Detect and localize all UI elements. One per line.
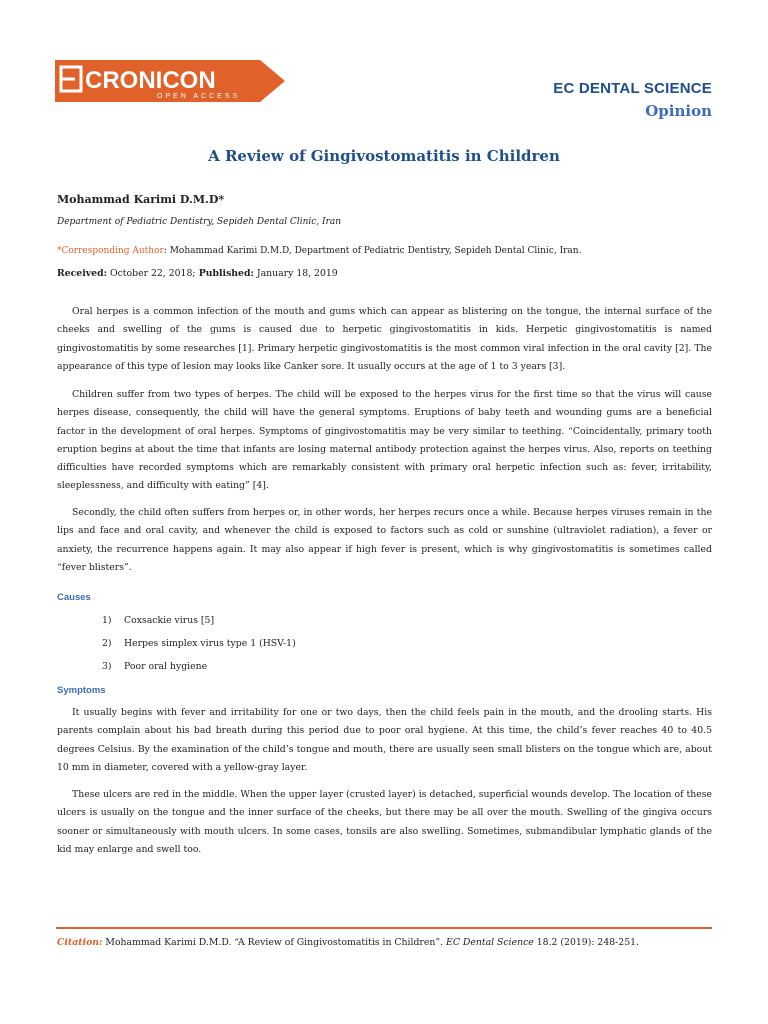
- corresponding-label: *Corresponding Author: [57, 246, 164, 256]
- list-item: [102, 635, 296, 658]
- citation-tail: 18.2 (2019): 248-251.: [533, 937, 639, 948]
- causes-heading: Causes: [57, 592, 91, 603]
- cronicon-logo: [55, 60, 285, 102]
- symptoms-heading: Symptoms: [57, 685, 106, 696]
- paragraph-text: These ulcers are red in the middle. When the upper layer (crusted layer) is detached, superficial wounds develop. The location of these ulcers is usually on the tongue and the inner surface of the cheeks, but there may be all over the mouth. Swelling of the gingiva occurs sooner or simultaneously with mouth ulcers. In some cases, tonsils are also swelling. Sometimes, submandibular lymphatic glands of the kid may enlarge and swell too.: [57, 789, 712, 855]
- paragraph-3: [57, 504, 712, 577]
- footer-divider: [56, 927, 712, 929]
- list-text: Herpes simplex virus type 1 (HSV-1): [124, 638, 296, 649]
- paragraph-text: It usually begins with fever and irritability for one or two days, then the child feels pain in the mouth, and the drooling starts. His parents complain about his bad breath during this period due to poor oral hygiene. At this time, the child’s fever reaches 40 to 40.5 degrees Celsius. By the examination of the child’s tongue and mouth, there are usually seen small blisters on the tongue which are, about 10 mm in diameter, covered with a yellow-gray layer.: [57, 707, 712, 773]
- published-date: January 18, 2019: [253, 268, 338, 279]
- citation: [57, 937, 639, 948]
- corresponding-text: : Mohammad Karimi D.M.D, Department of Pediatric Dentistry, Sepideh Dental Clinic, Iran.: [163, 246, 582, 256]
- received-label: Received:: [57, 268, 107, 279]
- paragraph-text: Children suffer from two types of herpes. The child will be exposed to the herpes virus for the first time so that the virus will cause herpes disease, consequently, the child will have the general symptoms. Eruptions of baby teeth and wounding gums are a beneficial factor in the development of oral herpes. Symptoms of gingivostomatitis may be very similar to teething. “Coincidentally, primary tooth eruption begins at about the time that infants are losing maternal antibody protection against the herpes virus. Also, reports on teething difficulties have recorded symptoms which are remarkably consistent with primary oral herpetic infection such as: fever, irritability, sleeplessness, and difficulty with eating” [4].: [57, 389, 712, 492]
- paragraph-text: Secondly, the child often suffers from herpes or, in other words, her herpes recurs once a while. Because herpes viruses remain in the lips and face and oral cavity, and whenever the child is exposed to factors such as cold or sunshine (ultraviolet radiation), a fever or anxiety, the recurrence happens again. It may also appear if high fever is present, which is why gingivostomatitis is sometimes called “fever blisters”.: [57, 507, 712, 573]
- paragraph-2: [57, 386, 712, 496]
- list-number: 3): [102, 661, 112, 672]
- published-label: Published:: [195, 268, 254, 279]
- author-name: Mohammad Karimi D.M.D*: [57, 193, 225, 206]
- logo-wordmark: CRONICON: [85, 67, 216, 94]
- received-date: October 22, 2018;: [107, 268, 196, 279]
- article-dates: [57, 268, 338, 279]
- logo-subtitle: OPEN ACCESS: [157, 93, 241, 100]
- citation-journal: EC Dental Science: [446, 937, 534, 948]
- author-affiliation: Department of Pediatric Dentistry, Sepideh Dental Clinic, Iran: [57, 217, 342, 227]
- paragraph-5: [57, 786, 712, 859]
- list-text: Coxsackie virus [5]: [124, 615, 215, 626]
- paragraph-4: [57, 704, 712, 777]
- citation-text: Mohammad Karimi D.M.D. “A Review of Gingivostomatitis in Children”.: [102, 937, 447, 948]
- list-number: 1): [102, 615, 112, 626]
- article-type: Opinion: [645, 102, 712, 120]
- paragraph-text: Oral herpes is a common infection of the mouth and gums which can appear as blistering on the tongue, the internal surface of the cheeks and swelling of the gums is caused due to herpetic gingivostomatitis in kids. Herpetic gingivostomatitis is named gingivostomatitis by some researches [1]. Primary herpetic gingivostomatitis is the most common viral infection in the oral cavity [2]. The appearance of this type of lesion may looks like Canker sore. It usually occurs at the age of 1 to 3 years [3].: [57, 306, 712, 372]
- list-text: Poor oral hygiene: [124, 661, 208, 672]
- paragraph-1: [57, 303, 712, 376]
- citation-label: Citation:: [57, 937, 103, 948]
- journal-name: EC DENTAL SCIENCE: [553, 80, 712, 97]
- article-title: A Review of Gingivostomatitis in Children: [208, 147, 560, 165]
- corresponding-author: [57, 246, 581, 256]
- causes-list: [102, 612, 296, 681]
- list-item: [102, 612, 296, 635]
- list-item: [102, 658, 296, 681]
- list-number: 2): [102, 638, 112, 649]
